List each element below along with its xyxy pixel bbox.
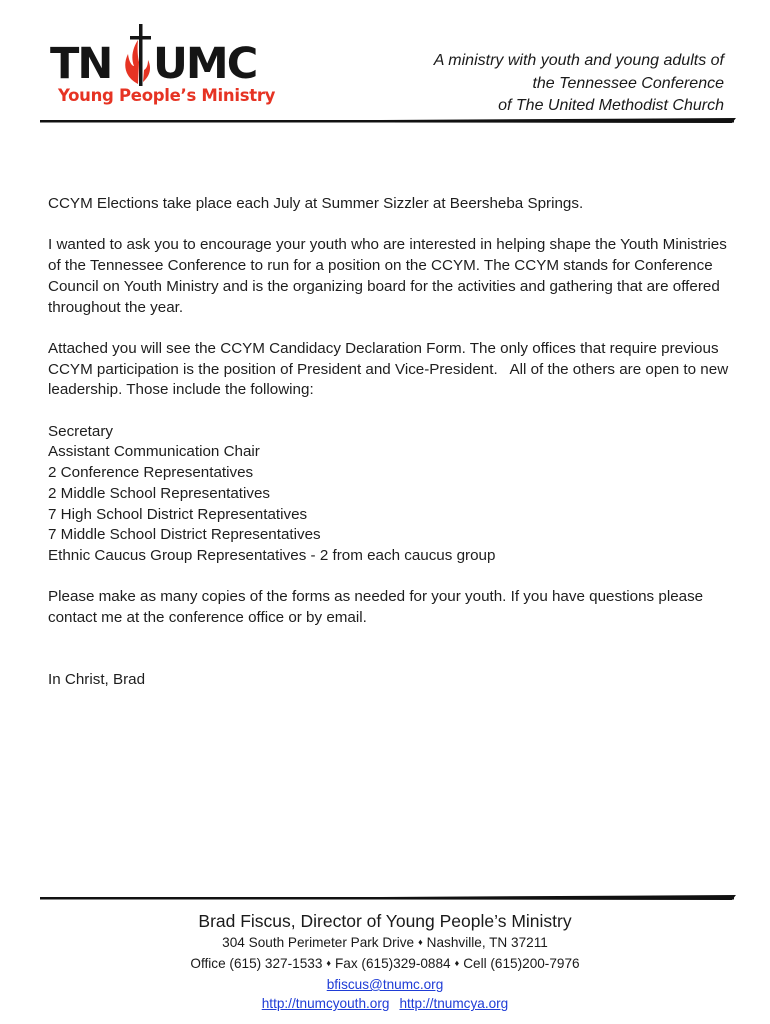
list-item: Assistant Communication Chair xyxy=(48,443,260,461)
footer-divider xyxy=(36,893,736,901)
list-item: 2 Conference Representatives xyxy=(48,464,254,482)
paragraph: I wanted to ask you to encourage your youth who are interested in helping shape the Youth Ministries of the Tennessee Conference to run for a position on the CCYM. The CCYM stands for Conference Council on Youth Ministry and is the organizing board for the activities and gathering that are offered throughout the year. xyxy=(48,236,727,316)
logo-word-tn: TN xyxy=(50,39,112,89)
tagline-line: the Tennessee Conference xyxy=(532,74,724,92)
city-state-zip: Nashville, TN 37211 xyxy=(426,935,548,950)
list-item: 2 Middle School Representatives xyxy=(48,484,271,502)
separator-diamond: ♦ xyxy=(454,958,460,968)
signoff: In Christ, Brad xyxy=(48,670,146,688)
footer-address xyxy=(0,933,770,954)
footer-phones xyxy=(0,954,770,975)
tagline-line: of The United Methodist Church xyxy=(498,97,724,114)
footer-email-row xyxy=(0,975,770,994)
list-item: 7 High School District Representatives xyxy=(48,505,308,523)
logo-subtitle: Young People’s Ministry xyxy=(58,86,276,105)
street-address: 304 South Perimeter Park Drive xyxy=(222,935,415,950)
paragraph: CCYM Elections take place each July at Summer Sizzler at Beersheba Springs. xyxy=(48,195,584,212)
tagline-line: A ministry with youth and young adults of xyxy=(433,52,724,69)
email-link[interactable]: bfiscus@tnumc.org xyxy=(326,977,444,992)
header-tagline xyxy=(434,50,724,118)
separator-diamond: ♦ xyxy=(326,958,331,968)
cell-phone: Cell (615)200-7976 xyxy=(463,956,580,971)
closing-paragraph: Please make as many copies of the forms as needed for your youth. If you have questions please contact me at the conference office or by email. xyxy=(48,588,704,626)
list-item: 7 Middle School District Representatives xyxy=(48,526,321,544)
list-item: Secretary xyxy=(48,422,113,440)
letter-body xyxy=(48,194,738,690)
tnumc-logo xyxy=(50,22,276,114)
logo-word-umc: UMC xyxy=(153,39,257,89)
footer xyxy=(0,909,770,1013)
header-divider xyxy=(36,116,736,124)
footer-links-row xyxy=(0,994,770,1013)
separator-diamond: ♦ xyxy=(418,937,423,947)
list-item: Ethnic Caucus Group Representatives - 2 from each caucus group xyxy=(48,546,496,564)
office-phone: Office (615) 327-1533 xyxy=(190,956,323,971)
offices-list xyxy=(48,422,738,567)
paragraph: Attached you will see the CCYM Candidacy Declaration Form. The only offices that require previous CCYM participation is the position of President and Vice-President. All of the others are open to new leadership. Those include the following: xyxy=(48,339,733,399)
footer-name-title: Brad Fiscus, Director of Young People’s Ministry xyxy=(198,911,572,931)
young-adults-site-link[interactable]: http://tnumcya.org xyxy=(399,996,509,1011)
youth-site-link[interactable]: http://tnumcyouth.org xyxy=(261,996,390,1011)
fax-number: Fax (615)329-0884 xyxy=(334,956,451,971)
